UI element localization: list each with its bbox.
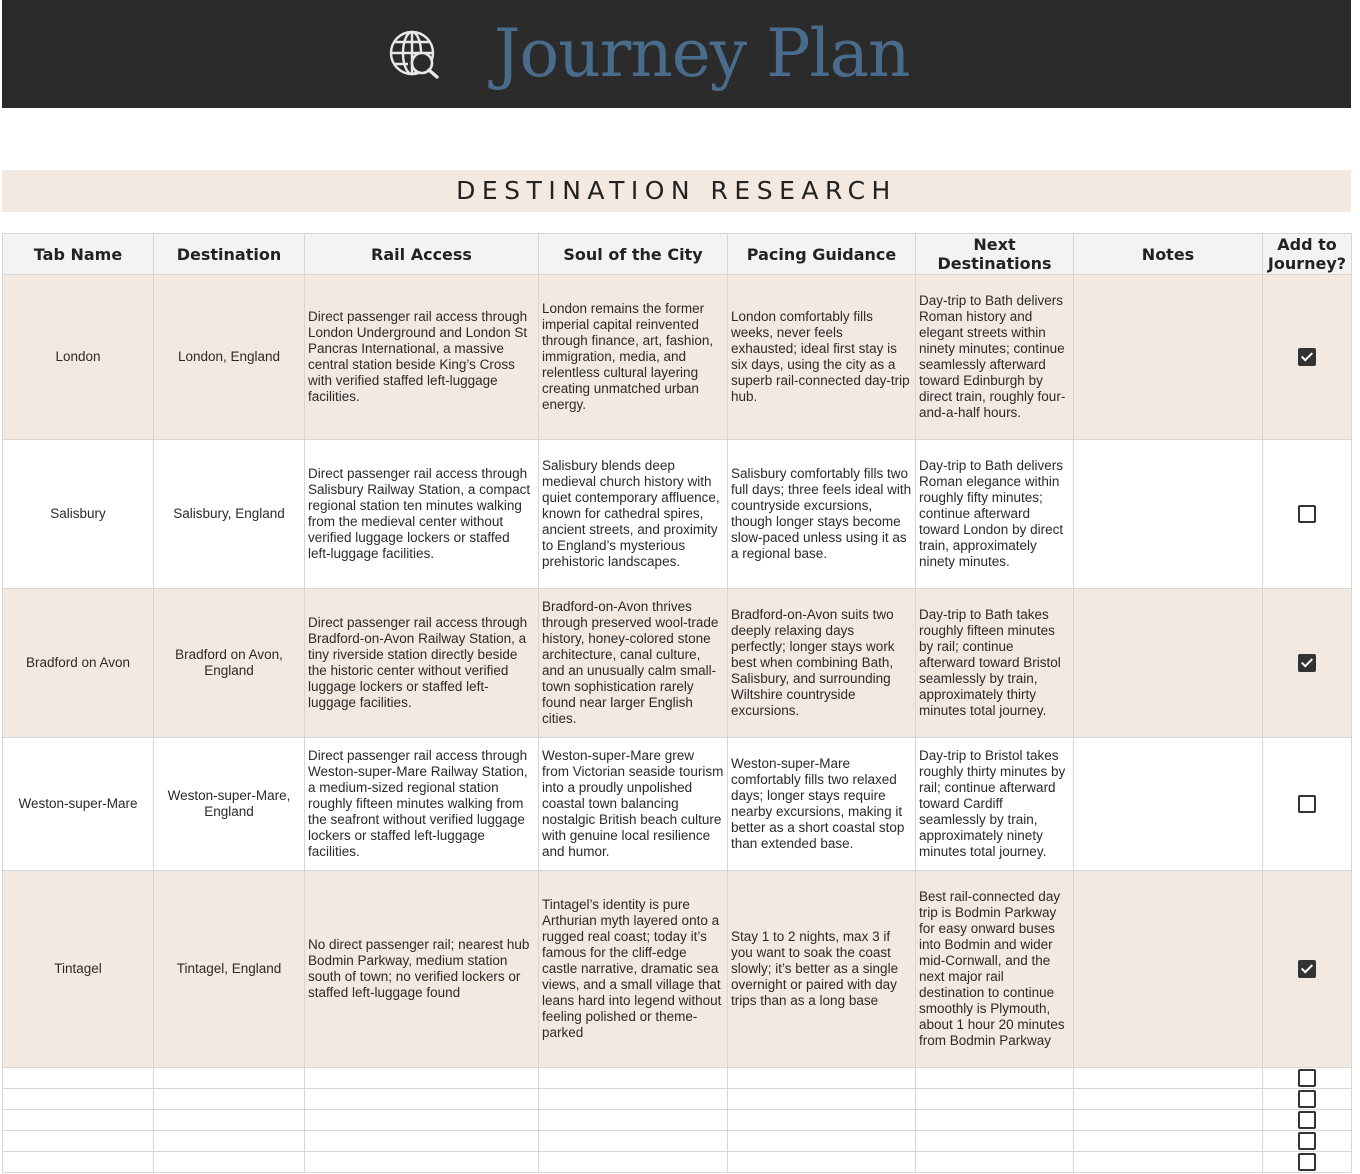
cell-add (1263, 1089, 1352, 1110)
cell-destination[interactable]: Weston-super-Mare, England (154, 738, 305, 871)
empty-cell[interactable] (539, 1068, 728, 1089)
empty-cell[interactable] (305, 1131, 539, 1152)
empty-row (3, 1068, 1352, 1089)
empty-cell[interactable] (728, 1110, 916, 1131)
cell-pacing[interactable]: Salisbury comfortably fills two full days; three feels ideal with countryside excursions, though longer stays become slow-paced unless using it as a regional base. (728, 440, 916, 589)
cell-tab-name[interactable]: Bradford on Avon (3, 589, 154, 738)
add-to-journey-checkbox[interactable] (1298, 1111, 1316, 1129)
empty-cell[interactable] (916, 1110, 1074, 1131)
empty-cell[interactable] (728, 1089, 916, 1110)
cell-notes[interactable] (1074, 738, 1263, 871)
col-header-add: Add to Journey? (1263, 234, 1352, 275)
cell-add (1263, 871, 1352, 1068)
cell-soul[interactable]: Salisbury blends deep medieval church history with quiet contemporary affluence, known for cathedral spires, ancient streets, and proximity to England’s mysterious prehistoric landscapes. (539, 440, 728, 589)
cell-add (1263, 738, 1352, 871)
col-header-destination: Destination (154, 234, 305, 275)
empty-cell[interactable] (305, 1068, 539, 1089)
table-row (3, 440, 1352, 589)
page-title: Journey Plan (494, 15, 910, 92)
empty-cell[interactable] (1074, 1152, 1263, 1173)
empty-cell[interactable] (728, 1068, 916, 1089)
add-to-journey-checkbox[interactable] (1298, 505, 1316, 523)
add-to-journey-checkbox[interactable] (1298, 1069, 1316, 1087)
cell-destination[interactable]: Salisbury, England (154, 440, 305, 589)
cell-add (1263, 440, 1352, 589)
empty-cell[interactable] (3, 1089, 154, 1110)
cell-tab-name[interactable]: London (3, 275, 154, 440)
col-header-soul: Soul of the City (539, 234, 728, 275)
empty-cell[interactable] (154, 1131, 305, 1152)
cell-tab-name[interactable]: Tintagel (3, 871, 154, 1068)
empty-cell[interactable] (3, 1152, 154, 1173)
empty-cell[interactable] (728, 1131, 916, 1152)
empty-row (3, 1110, 1352, 1131)
empty-cell[interactable] (3, 1068, 154, 1089)
cell-notes[interactable] (1074, 440, 1263, 589)
empty-row (3, 1089, 1352, 1110)
cell-add (1263, 1068, 1352, 1089)
globe-search-icon (388, 29, 442, 81)
empty-cell[interactable] (1074, 1131, 1263, 1152)
cell-next[interactable]: Day-trip to Bristol takes roughly thirty minutes by rail; continue afterward toward Cardiff seamlessly by train, approximately ninety minutes total journey. (916, 738, 1074, 871)
cell-tab-name[interactable]: Weston-super-Mare (3, 738, 154, 871)
cell-rail-access[interactable]: Direct passenger rail access through London Underground and London St Pancras International, a massive central station beside King’s Cross with verified staffed left-luggage facilities. (305, 275, 539, 440)
cell-next[interactable]: Best rail-connected day trip is Bodmin Parkway for easy onward buses into Bodmin and wider mid-Cornwall, and the next major rail destination to continue smoothly is Plymouth, about 1 hour 20 minutes from Bodmin Parkway (916, 871, 1074, 1068)
table-row (3, 738, 1352, 871)
cell-notes[interactable] (1074, 275, 1263, 440)
cell-rail-access[interactable]: Direct passenger rail access through Weston-super-Mare Railway Station, a medium-sized regional station roughly fifteen minutes walking from the seafront without verified luggage lockers or staffed left-luggage facilities. (305, 738, 539, 871)
empty-cell[interactable] (154, 1089, 305, 1110)
cell-destination[interactable]: Tintagel, England (154, 871, 305, 1068)
add-to-journey-checkbox[interactable] (1298, 960, 1316, 978)
cell-rail-access[interactable]: No direct passenger rail; nearest hub Bodmin Parkway, medium station south of town; no verified lockers or staffed left-luggage found (305, 871, 539, 1068)
cell-soul[interactable]: London remains the former imperial capital reinvented through finance, art, fashion, immigration, media, and relentless cultural layering creating unmatched urban energy. (539, 275, 728, 440)
add-to-journey-checkbox[interactable] (1298, 1090, 1316, 1108)
empty-cell[interactable] (539, 1131, 728, 1152)
empty-cell[interactable] (728, 1152, 916, 1173)
section-title: DESTINATION RESEARCH (2, 170, 1351, 212)
add-to-journey-checkbox[interactable] (1298, 654, 1316, 672)
empty-cell[interactable] (3, 1110, 154, 1131)
empty-cell[interactable] (305, 1110, 539, 1131)
cell-add (1263, 275, 1352, 440)
empty-cell[interactable] (154, 1068, 305, 1089)
empty-cell[interactable] (916, 1152, 1074, 1173)
cell-next[interactable]: Day-trip to Bath delivers Roman elegance within roughly fifty minutes; continue afterward toward London by direct train, approximately ninety minutes. (916, 440, 1074, 589)
empty-cell[interactable] (305, 1089, 539, 1110)
cell-notes[interactable] (1074, 589, 1263, 738)
empty-cell[interactable] (539, 1110, 728, 1131)
cell-next[interactable]: Day-trip to Bath delivers Roman history and elegant streets within ninety minutes; continue seamlessly afterward toward Edinburgh by direct train, roughly four-and-a-half hours. (916, 275, 1074, 440)
empty-cell[interactable] (154, 1110, 305, 1131)
add-to-journey-checkbox[interactable] (1298, 795, 1316, 813)
empty-cell[interactable] (916, 1131, 1074, 1152)
table-row (3, 275, 1352, 440)
cell-add (1263, 1110, 1352, 1131)
empty-cell[interactable] (916, 1089, 1074, 1110)
cell-pacing[interactable]: Weston-super-Mare comfortably fills two relaxed days; longer stays require nearby excursions, making it better as a short coastal stop than extended base. (728, 738, 916, 871)
add-to-journey-checkbox[interactable] (1298, 1153, 1316, 1171)
cell-notes[interactable] (1074, 871, 1263, 1068)
add-to-journey-checkbox[interactable] (1298, 1132, 1316, 1150)
cell-pacing[interactable]: London comfortably fills weeks, never feels exhausted; ideal first stay is six days, using the city as a superb rail-connected day-trip hub. (728, 275, 916, 440)
col-header-pacing: Pacing Guidance (728, 234, 916, 275)
empty-cell[interactable] (1074, 1089, 1263, 1110)
cell-pacing[interactable]: Stay 1 to 2 nights, max 3 if you want to soak the coast slowly; it’s better as a single overnight or paired with day trips than as a long base (728, 871, 916, 1068)
empty-row (3, 1131, 1352, 1152)
empty-cell[interactable] (539, 1089, 728, 1110)
empty-cell[interactable] (1074, 1110, 1263, 1131)
cell-soul[interactable]: Bradford-on-Avon thrives through preserved wool-trade history, honey-colored stone architecture, canal culture, and an unusually calm small-town sophistication rarely found near larger English cities. (539, 589, 728, 738)
table-row (3, 871, 1352, 1068)
col-header-next: Next Destinations (916, 234, 1074, 275)
add-to-journey-checkbox[interactable] (1298, 348, 1316, 366)
table-header-row (3, 234, 1352, 275)
destination-table (2, 233, 1352, 1173)
empty-cell[interactable] (539, 1152, 728, 1173)
cell-destination[interactable]: Bradford on Avon, England (154, 589, 305, 738)
empty-cell[interactable] (154, 1152, 305, 1173)
col-header-notes: Notes (1074, 234, 1263, 275)
cell-soul[interactable]: Weston-super-Mare grew from Victorian seaside tourism into a proudly unpolished coastal town balancing nostalgic British beach culture with genuine local resilience and humor. (539, 738, 728, 871)
empty-cell[interactable] (1074, 1068, 1263, 1089)
cell-add (1263, 1131, 1352, 1152)
empty-cell[interactable] (916, 1068, 1074, 1089)
cell-pacing[interactable]: Bradford-on-Avon suits two deeply relaxing days perfectly; longer stays work best when combining Bath, Salisbury, and surrounding Wiltshire countryside excursions. (728, 589, 916, 738)
app-header (2, 0, 1351, 108)
cell-tab-name[interactable]: Salisbury (3, 440, 154, 589)
cell-rail-access[interactable]: Direct passenger rail access through Bradford-on-Avon Railway Station, a tiny riverside station directly beside the historic center without verified luggage lockers or staffed left-luggage facilities. (305, 589, 539, 738)
col-header-tab-name: Tab Name (3, 234, 154, 275)
cell-rail-access[interactable]: Direct passenger rail access through Salisbury Railway Station, a compact regional station ten minutes walking from the medieval center without verified luggage lockers or staffed left-luggage facilities. (305, 440, 539, 589)
cell-add (1263, 589, 1352, 738)
table-row (3, 589, 1352, 738)
empty-row (3, 1152, 1352, 1173)
cell-destination[interactable]: London, England (154, 275, 305, 440)
empty-cell[interactable] (305, 1152, 539, 1173)
cell-add (1263, 1152, 1352, 1173)
cell-soul[interactable]: Tintagel’s identity is pure Arthurian myth layered onto a rugged real coast; today it’s famous for the cliff-edge castle narrative, dramatic sea views, and a small village that leans hard into legend without feeling polished or theme-parked (539, 871, 728, 1068)
cell-next[interactable]: Day-trip to Bath takes roughly fifteen minutes by rail; continue afterward toward Bristol seamlessly by train, approximately thirty minutes total journey. (916, 589, 1074, 738)
col-header-rail-access: Rail Access (305, 234, 539, 275)
empty-cell[interactable] (3, 1131, 154, 1152)
